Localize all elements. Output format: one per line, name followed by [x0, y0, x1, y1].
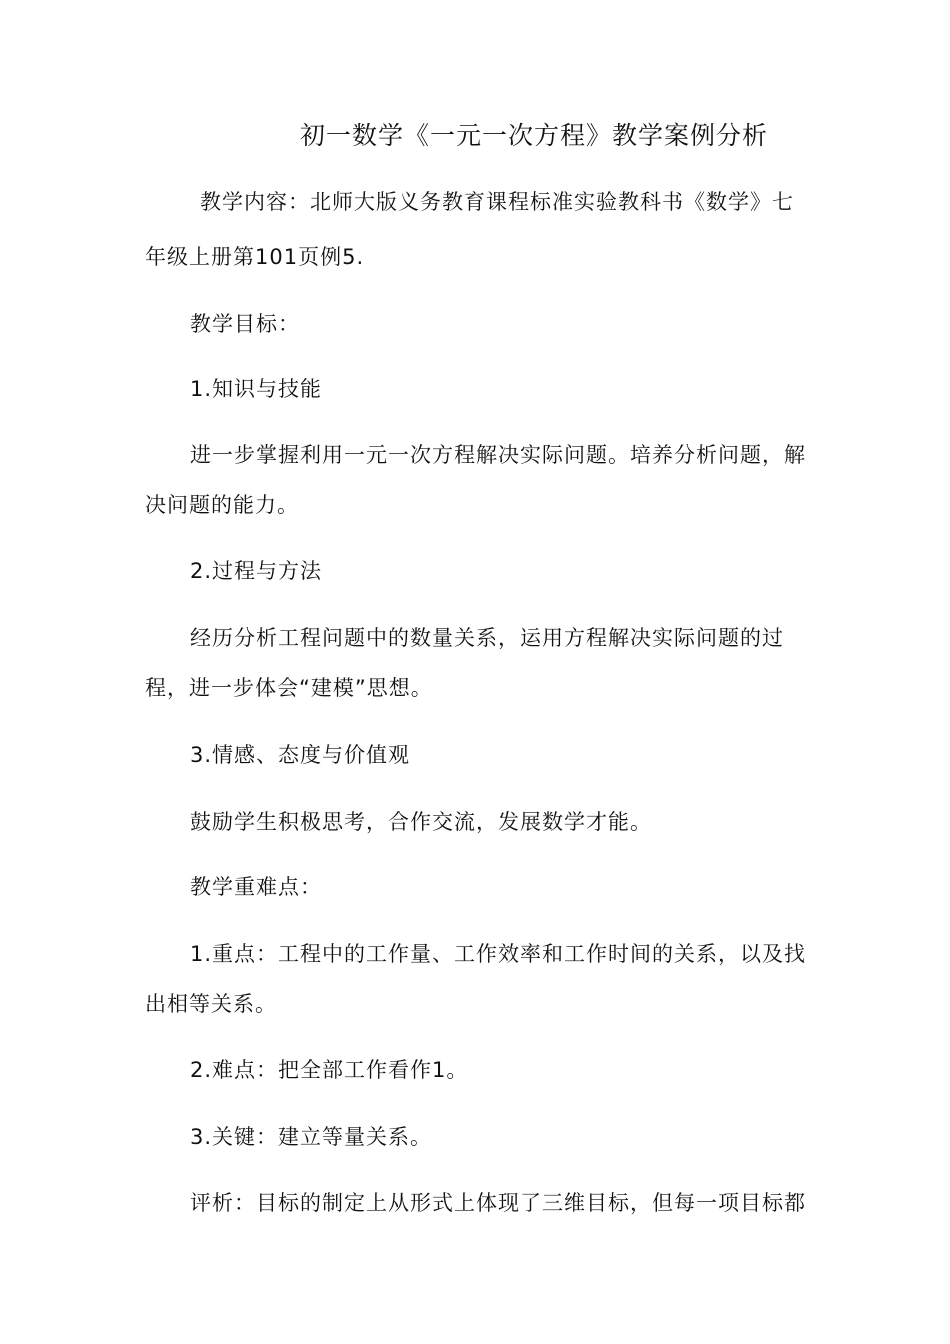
paragraph-line: 2.难点：把全部工作看作1。 [190, 1058, 469, 1082]
section-heading: 教学目标： [190, 312, 300, 336]
paragraph-line: 进一步掌握利用一元一次方程解决实际问题。培养分析问题，解 [190, 443, 806, 467]
paragraph-line: 出相等关系。 [145, 992, 277, 1016]
subsection-heading: 3.情感、态度与价值观 [190, 743, 411, 767]
paragraph-line: 教学内容：北师大版义务教育课程标准实验教科书《数学》七 [200, 190, 794, 214]
paragraph-line: 经历分析工程问题中的数量关系，运用方程解决实际问题的过 [190, 626, 784, 650]
paragraph-line: 评析：目标的制定上从形式上体现了三维目标，但每一项目标都 [190, 1191, 806, 1215]
paragraph-line: 1.重点：工程中的工作量、工作效率和工作时间的关系，以及找 [190, 942, 807, 966]
subsection-heading: 1.知识与技能 [190, 377, 323, 401]
paragraph-line: 鼓励学生积极思考，合作交流，发展数学才能。 [190, 810, 652, 834]
section-heading: 教学重难点： [190, 875, 322, 899]
subsection-heading: 2.过程与方法 [190, 559, 323, 583]
paragraph-line: 3.关键：建立等量关系。 [190, 1125, 433, 1149]
paragraph-line: 决问题的能力。 [145, 493, 299, 517]
document-title: 初一数学《一元一次方程》教学案例分析 [300, 121, 769, 150]
paragraph-line: 年级上册第101页例5. [145, 245, 365, 269]
paragraph-line: 程，进一步体会“建模”思想。 [145, 676, 433, 700]
